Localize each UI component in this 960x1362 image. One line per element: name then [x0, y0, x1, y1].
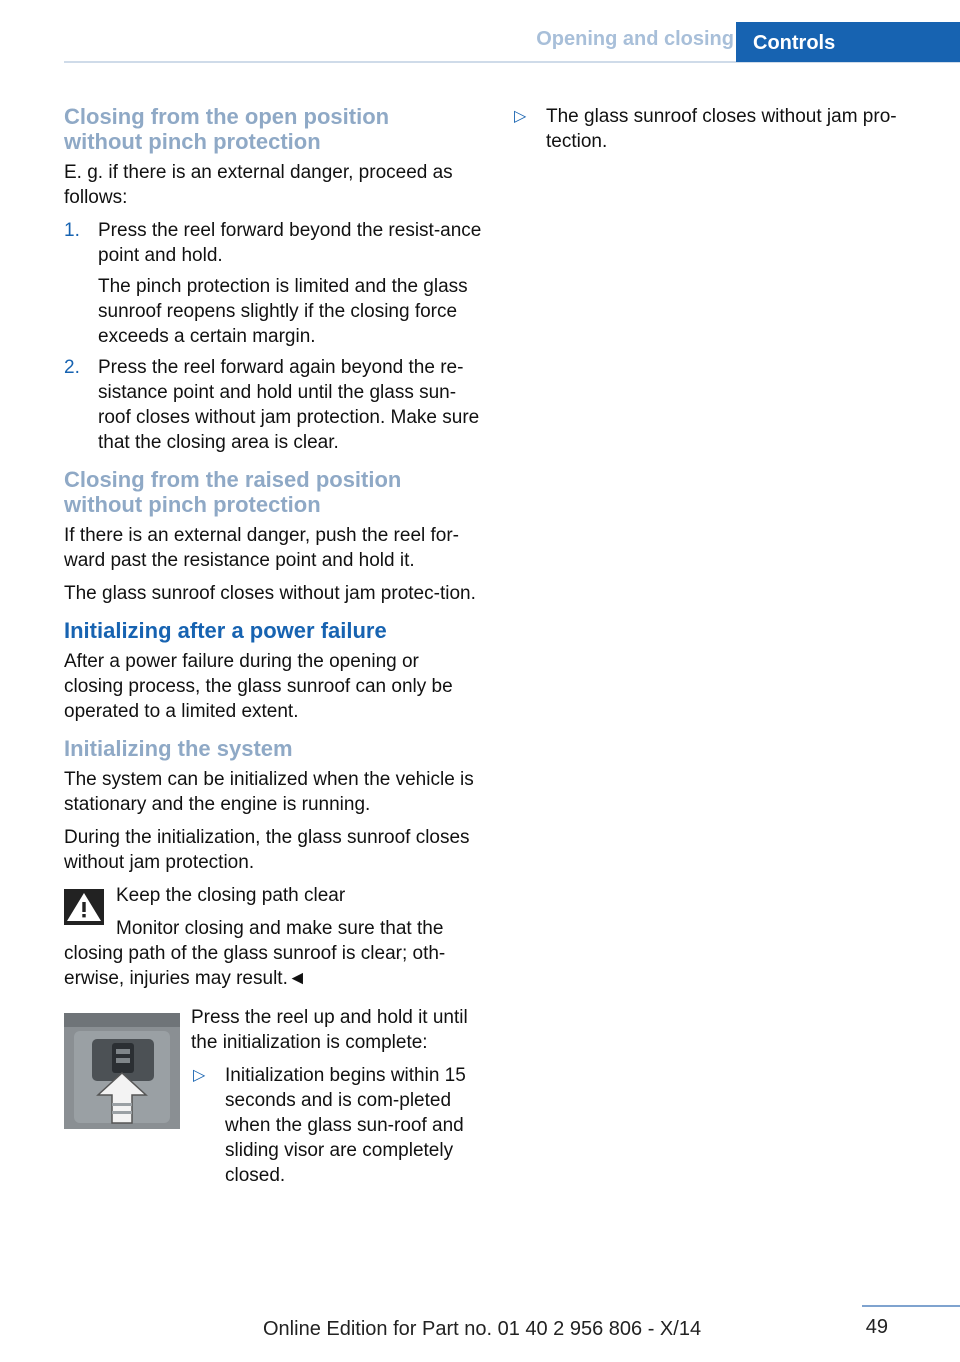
header-section-title: Opening and closing: [536, 28, 734, 50]
warning-title: Keep the closing path clear: [116, 885, 346, 906]
section-init-system: [64, 736, 482, 1188]
header-tab-controls: Controls: [736, 22, 960, 62]
figure-row: [64, 1005, 482, 1188]
bullet-list: [512, 104, 922, 154]
left-column: [64, 104, 482, 1200]
bullet-triangle-icon: ▷: [514, 108, 527, 125]
edition-note: Online Edition for Part no. 01 40 2 956 806 - X/14: [263, 1318, 702, 1340]
warning-block: [64, 883, 482, 991]
footer-rule: [862, 1305, 960, 1307]
warning-text: [64, 916, 482, 991]
page-number: 49: [865, 1316, 888, 1338]
title-line: Closing from the raised position: [64, 467, 402, 492]
figure-description: [191, 1005, 482, 1188]
section-title: [64, 104, 482, 154]
warning-triangle-icon: [64, 889, 104, 925]
step-number: 1.: [64, 220, 80, 241]
title-line: Closing from the open position: [64, 104, 390, 129]
paragraph: E. g. if there is an external danger, proceed as follows:: [64, 162, 453, 208]
step-text: Press the reel forward beyond the resist‐ance point and hold.: [98, 220, 482, 266]
bullet-triangle-icon: ▷: [193, 1067, 206, 1084]
list-item-text: Initialization begins within 15 seconds and is com‐pleted when the glass sun‐roof and sliding visor are completely closed.: [225, 1065, 466, 1186]
right-column: [512, 104, 922, 154]
section-title: Initializing the system: [64, 736, 293, 761]
list-item-text: The glass sunroof closes without jam pro‐tection.: [546, 106, 897, 152]
list-item: [512, 104, 922, 154]
step-item: [64, 355, 482, 455]
title-line: without pinch protection: [64, 129, 321, 154]
title-line: without pinch protection: [64, 492, 321, 517]
paragraph: The glass sunroof closes without jam protec‐tion.: [64, 583, 476, 604]
step-note: The pinch protection is limited and the glass sunroof reopens slightly if the closing force exceeds a certain margin.: [98, 276, 468, 347]
section-power-failure: [64, 618, 482, 724]
section-raised-position: [64, 467, 482, 606]
paragraph: Press the reel up and hold it until the initialization is complete:: [191, 1007, 468, 1053]
paragraph: During the initialization, the glass sunroof closes without jam protection.: [64, 827, 470, 873]
step-text: Press the reel forward again beyond the re‐sistance point and hold until the glass sun‐roof closes without jam protection. Make sure that the closing area is clear.: [98, 357, 480, 453]
paragraph: The system can be initialized when the vehicle is stationary and the engine is running.: [64, 769, 474, 815]
step-item: [64, 218, 482, 349]
paragraph: After a power failure during the opening or closing process, the glass sunroof can only be operated to a limited extent.: [64, 651, 453, 722]
warning-text-body: Monitor closing and make sure that the closing path of the glass sunroof is clear; oth‐erwise, injuries may result.◄: [64, 918, 446, 989]
bullet-list: [191, 1063, 482, 1188]
list-item: [191, 1063, 482, 1188]
step-number: 2.: [64, 357, 80, 378]
section-title: Initializing after a power failure: [64, 618, 387, 643]
sunroof-switch-image: [64, 1013, 180, 1129]
section-title: [64, 467, 482, 517]
step-list: [64, 218, 482, 455]
section-open-position: [64, 104, 482, 455]
paragraph: If there is an external danger, push the reel for‐ward past the resistance point and hold it.: [64, 525, 460, 571]
